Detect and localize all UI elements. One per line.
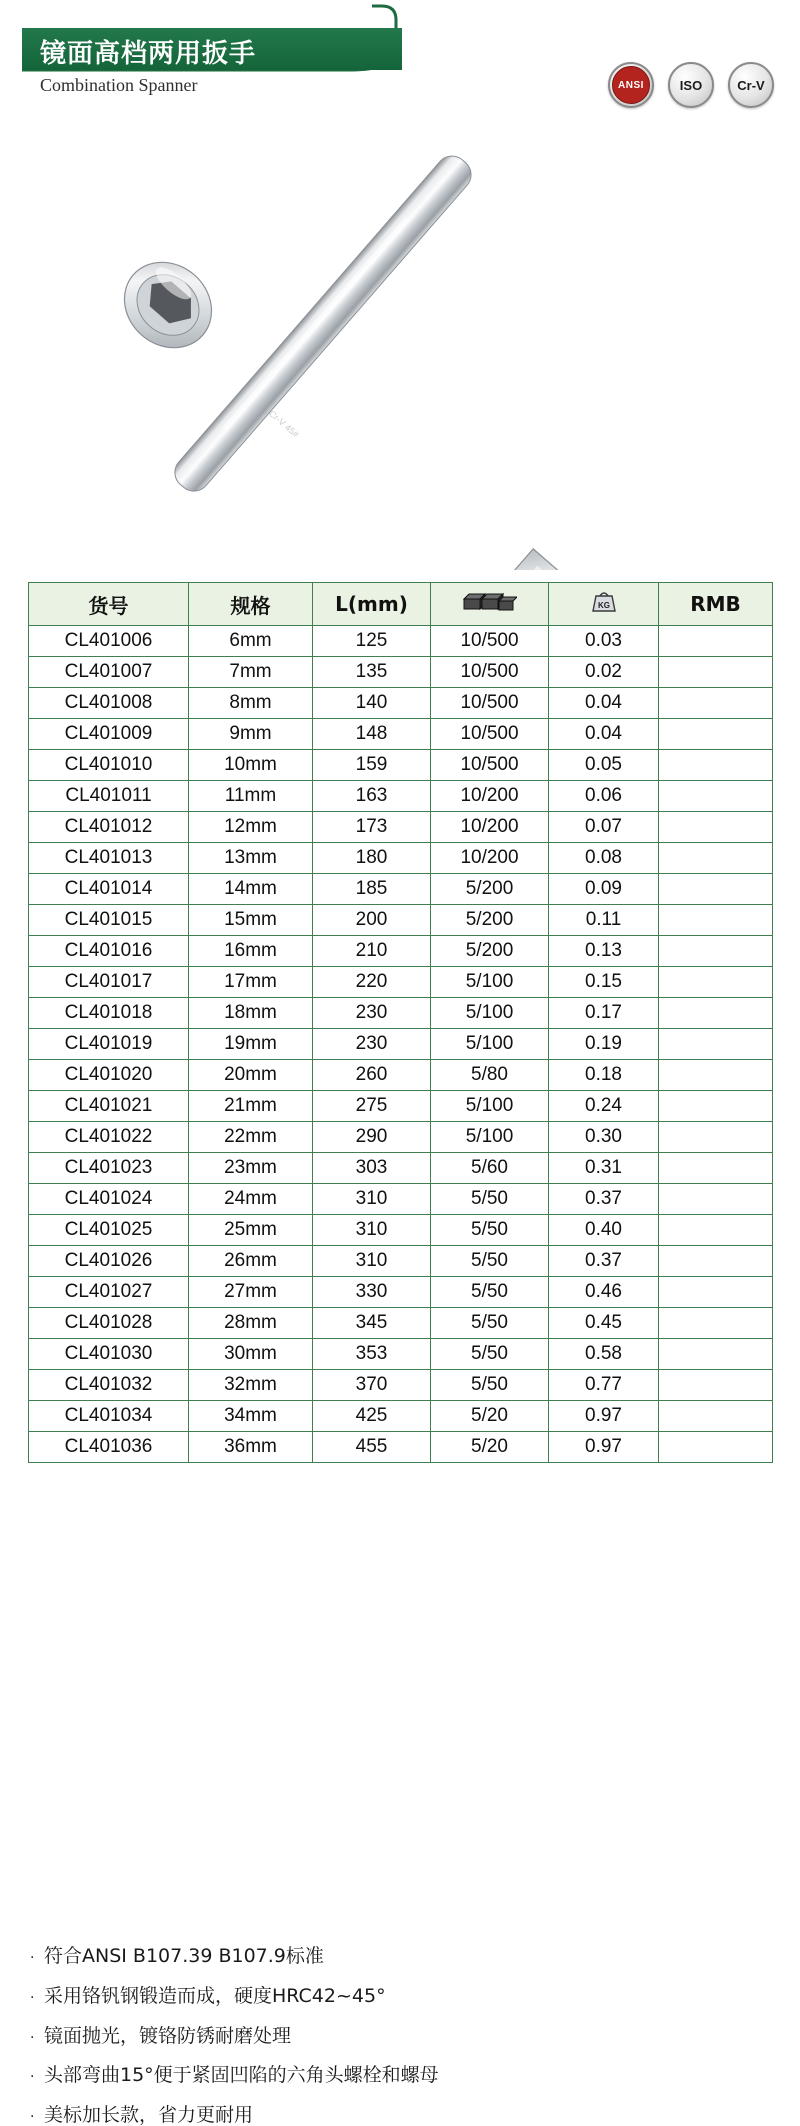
cell-packing: 5/50	[431, 1308, 549, 1339]
cell-size: 28mm	[189, 1308, 313, 1339]
cell-weight: 0.03	[549, 626, 659, 657]
col-header-rmb: RMB	[659, 583, 773, 626]
cell-packing: 5/60	[431, 1153, 549, 1184]
cell-size: 16mm	[189, 936, 313, 967]
cell-weight: 0.05	[549, 750, 659, 781]
cell-length: 173	[313, 812, 431, 843]
table-row	[29, 1308, 773, 1339]
cell-length: 210	[313, 936, 431, 967]
cell-length: 180	[313, 843, 431, 874]
bullet-icon: ·	[30, 2109, 35, 2125]
cell-weight: 0.11	[549, 905, 659, 936]
page-header	[0, 0, 800, 120]
cell-weight: 0.06	[549, 781, 659, 812]
table-row	[29, 688, 773, 719]
cell-length: 230	[313, 1029, 431, 1060]
cell-length: 148	[313, 719, 431, 750]
cell-length: 310	[313, 1184, 431, 1215]
cell-packing: 5/50	[431, 1277, 549, 1308]
cell-rmb	[659, 1432, 773, 1463]
cell-size: 15mm	[189, 905, 313, 936]
cell-length: 353	[313, 1339, 431, 1370]
cell-rmb	[659, 626, 773, 657]
cell-code: CL401008	[29, 688, 189, 719]
feature-item	[30, 1945, 770, 1969]
cell-rmb	[659, 688, 773, 719]
cell-rmb	[659, 719, 773, 750]
cell-length: 135	[313, 657, 431, 688]
table-row	[29, 1215, 773, 1246]
table-row	[29, 998, 773, 1029]
table-row	[29, 626, 773, 657]
cell-code: CL401025	[29, 1215, 189, 1246]
cell-rmb	[659, 1029, 773, 1060]
col-header-size: 规格	[189, 583, 313, 626]
cell-rmb	[659, 998, 773, 1029]
crv-badge-label: Cr-V	[737, 77, 765, 93]
cell-size: 6mm	[189, 626, 313, 657]
cell-length: 310	[313, 1215, 431, 1246]
cell-size: 21mm	[189, 1091, 313, 1122]
cell-code: CL401022	[29, 1122, 189, 1153]
cell-size: 13mm	[189, 843, 313, 874]
cell-size: 22mm	[189, 1122, 313, 1153]
table-row	[29, 1401, 773, 1432]
cell-weight: 0.31	[549, 1153, 659, 1184]
cell-length: 275	[313, 1091, 431, 1122]
cell-packing: 5/50	[431, 1370, 549, 1401]
cell-rmb	[659, 1308, 773, 1339]
table-row	[29, 1339, 773, 1370]
svg-text:KG: KG	[597, 600, 610, 610]
cell-rmb	[659, 1277, 773, 1308]
ansi-badge	[608, 62, 654, 108]
cell-rmb	[659, 1339, 773, 1370]
cell-packing: 5/100	[431, 998, 549, 1029]
cell-packing: 5/20	[431, 1432, 549, 1463]
cell-size: 12mm	[189, 812, 313, 843]
certification-badges	[608, 62, 774, 108]
table-header-row	[29, 583, 773, 626]
spanner-illustration	[0, 120, 800, 570]
cell-length: 125	[313, 626, 431, 657]
col-header-code: 货号	[29, 583, 189, 626]
cell-rmb	[659, 1370, 773, 1401]
cell-rmb	[659, 843, 773, 874]
cell-size: 24mm	[189, 1184, 313, 1215]
cell-packing: 5/100	[431, 1122, 549, 1153]
cell-code: CL401034	[29, 1401, 189, 1432]
cell-code: CL401023	[29, 1153, 189, 1184]
cell-code: CL401011	[29, 781, 189, 812]
cell-weight: 0.09	[549, 874, 659, 905]
table-row	[29, 1122, 773, 1153]
cell-packing: 10/500	[431, 657, 549, 688]
cell-weight: 0.30	[549, 1122, 659, 1153]
cell-rmb	[659, 1215, 773, 1246]
cell-packing: 10/500	[431, 688, 549, 719]
cell-size: 27mm	[189, 1277, 313, 1308]
page-title-cn: 镜面高档两用扳手	[40, 39, 257, 69]
cell-code: CL401016	[29, 936, 189, 967]
cell-code: CL401013	[29, 843, 189, 874]
cell-weight: 0.08	[549, 843, 659, 874]
cell-rmb	[659, 874, 773, 905]
cell-code: CL401012	[29, 812, 189, 843]
cell-length: 310	[313, 1246, 431, 1277]
cell-size: 32mm	[189, 1370, 313, 1401]
cell-size: 17mm	[189, 967, 313, 998]
cell-code: CL401021	[29, 1091, 189, 1122]
cell-size: 11mm	[189, 781, 313, 812]
table-row	[29, 1184, 773, 1215]
bullet-icon: ·	[30, 2029, 35, 2046]
cell-packing: 5/50	[431, 1246, 549, 1277]
cell-length: 200	[313, 905, 431, 936]
cell-size: 23mm	[189, 1153, 313, 1184]
cell-code: CL401015	[29, 905, 189, 936]
cell-weight: 0.37	[549, 1246, 659, 1277]
table-row	[29, 1060, 773, 1091]
bullet-icon: ·	[30, 1989, 35, 2006]
cell-weight: 0.19	[549, 1029, 659, 1060]
cell-length: 345	[313, 1308, 431, 1339]
feature-item	[30, 2064, 770, 2088]
cell-size: 34mm	[189, 1401, 313, 1432]
table-row	[29, 843, 773, 874]
cell-packing: 5/200	[431, 936, 549, 967]
cell-rmb	[659, 1122, 773, 1153]
cell-rmb	[659, 967, 773, 998]
cell-weight: 0.17	[549, 998, 659, 1029]
table-row	[29, 905, 773, 936]
cell-length: 303	[313, 1153, 431, 1184]
cell-length: 330	[313, 1277, 431, 1308]
cell-code: CL401030	[29, 1339, 189, 1370]
cell-code: CL401010	[29, 750, 189, 781]
cell-code: CL401014	[29, 874, 189, 905]
cell-weight: 0.02	[549, 657, 659, 688]
cell-size: 8mm	[189, 688, 313, 719]
table-row	[29, 874, 773, 905]
cell-code: CL401036	[29, 1432, 189, 1463]
cell-packing: 10/200	[431, 781, 549, 812]
table-row	[29, 1370, 773, 1401]
cell-size: 20mm	[189, 1060, 313, 1091]
cell-packing: 10/500	[431, 626, 549, 657]
table-row	[29, 967, 773, 998]
cell-rmb	[659, 1060, 773, 1091]
cell-weight: 0.37	[549, 1184, 659, 1215]
cell-code: CL401017	[29, 967, 189, 998]
cell-rmb	[659, 1091, 773, 1122]
cell-packing: 5/50	[431, 1339, 549, 1370]
cell-code: CL401026	[29, 1246, 189, 1277]
specification-table	[28, 582, 772, 1463]
cell-weight: 0.97	[549, 1432, 659, 1463]
cell-length: 425	[313, 1401, 431, 1432]
crv-badge	[728, 62, 774, 108]
table-row	[29, 1029, 773, 1060]
cell-size: 18mm	[189, 998, 313, 1029]
cell-code: CL401020	[29, 1060, 189, 1091]
cell-weight: 0.97	[549, 1401, 659, 1432]
cell-length: 455	[313, 1432, 431, 1463]
feature-list	[30, 1945, 770, 2126]
feature-item	[30, 1985, 770, 2009]
cell-rmb	[659, 1153, 773, 1184]
cell-rmb	[659, 1246, 773, 1277]
cell-code: CL401028	[29, 1308, 189, 1339]
cell-weight: 0.46	[549, 1277, 659, 1308]
cell-size: 7mm	[189, 657, 313, 688]
feature-item	[30, 2025, 770, 2049]
cell-packing: 5/20	[431, 1401, 549, 1432]
feature-text: 头部弯曲15°便于紧固凹陷的六角头螺栓和螺母	[44, 2064, 439, 2087]
cell-packing: 10/500	[431, 750, 549, 781]
boxes-icon	[463, 590, 517, 619]
cell-packing: 5/80	[431, 1060, 549, 1091]
cell-code: CL401024	[29, 1184, 189, 1215]
cell-packing: 5/50	[431, 1215, 549, 1246]
cell-rmb	[659, 905, 773, 936]
cell-length: 140	[313, 688, 431, 719]
cell-rmb	[659, 1184, 773, 1215]
cell-weight: 0.45	[549, 1308, 659, 1339]
cell-length: 230	[313, 998, 431, 1029]
cell-length: 159	[313, 750, 431, 781]
col-header-weight	[549, 583, 659, 626]
table-row	[29, 1432, 773, 1463]
cell-rmb	[659, 812, 773, 843]
feature-text: 符合ANSI B107.39 B107.9标准	[44, 1945, 324, 1967]
cell-length: 260	[313, 1060, 431, 1091]
cell-length: 163	[313, 781, 431, 812]
cell-length: 370	[313, 1370, 431, 1401]
page-title-en: Combination Spanner	[40, 75, 198, 95]
cell-weight: 0.07	[549, 812, 659, 843]
cell-size: 26mm	[189, 1246, 313, 1277]
cell-code: CL401006	[29, 626, 189, 657]
cell-code: CL401009	[29, 719, 189, 750]
cell-size: 14mm	[189, 874, 313, 905]
cell-weight: 0.04	[549, 719, 659, 750]
cell-packing: 10/200	[431, 812, 549, 843]
cell-size: 10mm	[189, 750, 313, 781]
cell-rmb	[659, 657, 773, 688]
cell-size: 36mm	[189, 1432, 313, 1463]
cell-size: 30mm	[189, 1339, 313, 1370]
cell-packing: 5/200	[431, 905, 549, 936]
table-row	[29, 1153, 773, 1184]
cell-rmb	[659, 750, 773, 781]
iso-badge-label: ISO	[679, 77, 703, 93]
svg-text:Cr-V 45#: Cr-V 45#	[266, 408, 301, 440]
iso-badge	[668, 62, 714, 108]
table-row	[29, 936, 773, 967]
table-row	[29, 1246, 773, 1277]
cell-code: CL401019	[29, 1029, 189, 1060]
table-row	[29, 750, 773, 781]
cell-packing: 5/50	[431, 1184, 549, 1215]
product-image	[0, 120, 800, 570]
cell-weight: 0.24	[549, 1091, 659, 1122]
cell-size: 9mm	[189, 719, 313, 750]
table-row	[29, 1277, 773, 1308]
col-header-length: L(mm)	[313, 583, 431, 626]
cell-rmb	[659, 1401, 773, 1432]
cell-weight: 0.58	[549, 1339, 659, 1370]
cell-packing: 5/100	[431, 1029, 549, 1060]
cell-length: 220	[313, 967, 431, 998]
cell-size: 19mm	[189, 1029, 313, 1060]
cell-weight: 0.77	[549, 1370, 659, 1401]
feature-text: 镜面抛光，镀铬防锈耐磨处理	[44, 2024, 292, 2047]
feature-item	[30, 2104, 770, 2126]
cell-rmb	[659, 781, 773, 812]
cell-rmb	[659, 936, 773, 967]
cell-packing: 10/500	[431, 719, 549, 750]
table-row	[29, 657, 773, 688]
cell-length: 290	[313, 1122, 431, 1153]
cell-packing: 5/100	[431, 967, 549, 998]
table-row	[29, 719, 773, 750]
table-row	[29, 812, 773, 843]
bullet-icon: ·	[30, 2069, 35, 2086]
cell-code: CL401032	[29, 1370, 189, 1401]
bullet-icon: ·	[30, 1950, 35, 1966]
scale-kg-icon	[589, 589, 619, 620]
cell-length: 185	[313, 874, 431, 905]
cell-weight: 0.04	[549, 688, 659, 719]
table-body	[29, 626, 773, 1463]
cell-size: 25mm	[189, 1215, 313, 1246]
table-row	[29, 781, 773, 812]
cell-weight: 0.15	[549, 967, 659, 998]
cell-weight: 0.40	[549, 1215, 659, 1246]
table-row	[29, 1091, 773, 1122]
cell-packing: 5/100	[431, 1091, 549, 1122]
feature-text: 美标加长款，省力更耐用	[44, 2104, 254, 2126]
ansi-badge-label: ANSI	[612, 66, 650, 104]
cell-code: CL401018	[29, 998, 189, 1029]
col-header-packing	[431, 583, 549, 626]
cell-weight: 0.13	[549, 936, 659, 967]
feature-text: 采用铬钒钢锻造而成，硬度HRC42~45°	[44, 1984, 386, 2007]
cell-code: CL401007	[29, 657, 189, 688]
cell-packing: 10/200	[431, 843, 549, 874]
cell-weight: 0.18	[549, 1060, 659, 1091]
cell-code: CL401027	[29, 1277, 189, 1308]
cell-packing: 5/200	[431, 874, 549, 905]
